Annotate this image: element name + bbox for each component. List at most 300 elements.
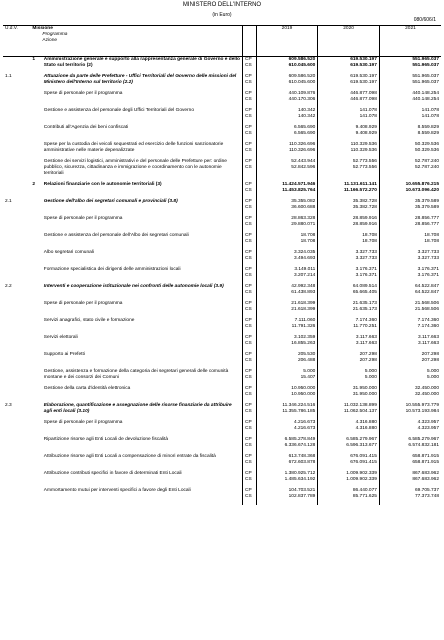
value-cell-year-1 bbox=[256, 284, 318, 296]
cp-value: 42.992.348 bbox=[291, 284, 316, 289]
missione-number bbox=[30, 403, 41, 415]
cp-label: CP bbox=[245, 142, 252, 147]
value-cell-year-3 bbox=[379, 437, 441, 449]
udv-code bbox=[3, 250, 30, 262]
missione-number bbox=[30, 233, 41, 245]
cp-value: 613.748.368 bbox=[288, 454, 316, 459]
row-description: Spese per la custodia dei veicoli sequestrati ed esercizio delle funzioni sanzionatorie amministrative nelle materie depenalizzate bbox=[43, 142, 224, 153]
row-description: Ammortamento mutui per interventi specifici a favore degli Enti Locali bbox=[43, 488, 191, 493]
cs-label: CS bbox=[245, 80, 252, 85]
cs-label: CS bbox=[245, 273, 252, 278]
cp-cs-label bbox=[243, 301, 257, 313]
cs-label: CS bbox=[245, 239, 252, 244]
missione-number bbox=[30, 454, 41, 466]
row-description: Gestione e assistenza del personale dell'Albo dei segretari comunali bbox=[43, 233, 189, 238]
missione-number bbox=[30, 335, 41, 347]
row-description: Spese di personale per il programma bbox=[43, 91, 123, 96]
udv-code bbox=[3, 454, 30, 466]
value-cell-year-3 bbox=[379, 57, 441, 70]
udv-code bbox=[3, 159, 30, 177]
cp-value: 64.089.514 bbox=[352, 284, 377, 289]
value-cell-year-3 bbox=[379, 233, 441, 245]
value-cell-year-2 bbox=[318, 318, 380, 330]
cs-value: 3.327.733 bbox=[417, 256, 439, 261]
cp-label: CP bbox=[245, 57, 252, 62]
table-row bbox=[3, 488, 441, 500]
cs-value: 6.336.674.128 bbox=[284, 443, 316, 448]
missione-number bbox=[30, 142, 41, 154]
cp-label: CP bbox=[245, 74, 252, 79]
value-cell-year-2 bbox=[318, 437, 380, 449]
table-row bbox=[3, 233, 441, 245]
cp-value: 3.102.359 bbox=[293, 335, 316, 340]
cs-value: 52.787.240 bbox=[414, 165, 439, 170]
cs-label: CS bbox=[245, 114, 252, 119]
cs-value: 110.329.536 bbox=[350, 148, 377, 153]
cp-cs-label bbox=[243, 318, 257, 330]
udv-code: 2.3 bbox=[5, 403, 12, 408]
row-description: Formazione specialistica dei dirigenti delle amministrazioni locali bbox=[43, 267, 181, 272]
cs-value: 619.530.197 bbox=[350, 80, 377, 85]
col-header-year-1: 2019 bbox=[256, 26, 318, 57]
cs-value: 16.855.263 bbox=[291, 341, 316, 346]
cp-value: 3.149.011 bbox=[294, 267, 316, 272]
value-cell-year-2 bbox=[318, 142, 380, 154]
table-row bbox=[3, 403, 441, 415]
udv-code bbox=[3, 301, 30, 313]
cp-value: 86.440.077 bbox=[352, 488, 377, 493]
cs-value: 10.573.193.984 bbox=[405, 409, 439, 414]
cp-value: 18.708 bbox=[362, 233, 377, 238]
col-header-year-3: 2021 bbox=[379, 26, 441, 57]
cp-value: 52.773.556 bbox=[352, 159, 377, 164]
cs-value: 7.174.360 bbox=[417, 324, 439, 329]
udv-code bbox=[3, 488, 30, 500]
cp-label: CP bbox=[245, 454, 252, 459]
cp-value: 6.565.690 bbox=[293, 125, 316, 130]
budget-table bbox=[3, 25, 441, 505]
cs-value: 36.600.688 bbox=[291, 205, 316, 210]
cp-value: 50.329.536 bbox=[414, 142, 439, 147]
cs-value: 6.565.690 bbox=[293, 131, 316, 136]
cs-value: 610.045.600 bbox=[288, 63, 316, 68]
missione-number bbox=[30, 352, 41, 364]
row-description: Supporto ai Prefetti bbox=[43, 352, 85, 357]
cp-value: 6.585.278.849 bbox=[284, 437, 316, 442]
cp-value: 28.859.916 bbox=[352, 216, 377, 221]
cs-label: CS bbox=[245, 307, 252, 312]
cp-cs-label bbox=[243, 284, 257, 296]
table-row bbox=[3, 437, 441, 449]
cp-value: 21.618.399 bbox=[291, 301, 316, 306]
cp-label: CP bbox=[245, 108, 252, 113]
cp-label: CP bbox=[245, 91, 252, 96]
cs-label: CS bbox=[245, 375, 252, 380]
cp-value: 9.408.929 bbox=[355, 125, 377, 130]
cs-label: CS bbox=[245, 426, 252, 431]
missione-number: 1 bbox=[32, 57, 36, 62]
table-row bbox=[3, 471, 441, 483]
cp-value: 440.109.876 bbox=[288, 91, 316, 96]
value-cell-year-2 bbox=[318, 471, 380, 483]
cs-value: 141.078 bbox=[421, 114, 439, 119]
udv-code bbox=[3, 233, 30, 245]
cp-label: CP bbox=[245, 125, 252, 130]
table-row bbox=[3, 284, 441, 296]
cp-cs-label bbox=[243, 125, 257, 137]
cs-value: 85.771.625 bbox=[352, 494, 377, 499]
table-row bbox=[3, 142, 441, 154]
cs-value: 29.880.071 bbox=[291, 222, 316, 227]
cp-cs-label bbox=[243, 437, 257, 449]
missione-number bbox=[30, 369, 41, 381]
value-cell-year-3 bbox=[379, 216, 441, 228]
cs-value: 5.000 bbox=[426, 375, 439, 380]
value-cell-year-2 bbox=[318, 91, 380, 103]
cp-value: 207.298 bbox=[421, 352, 439, 357]
cp-label: CP bbox=[245, 284, 252, 289]
cs-value: 18.708 bbox=[300, 239, 316, 244]
cp-value: 110.326.696 bbox=[288, 142, 316, 147]
cs-value: 140.342 bbox=[297, 114, 316, 119]
cs-value: 1.009.902.339 bbox=[346, 477, 377, 482]
cp-cs-label bbox=[243, 369, 257, 381]
value-cell-year-2 bbox=[318, 386, 380, 398]
cs-value: 3.494.693 bbox=[293, 256, 316, 261]
value-cell-year-3 bbox=[379, 301, 441, 313]
value-cell-year-1 bbox=[256, 471, 318, 483]
missione-number bbox=[30, 74, 41, 86]
cs-value: 3.207.214 bbox=[293, 273, 316, 278]
value-cell-year-3 bbox=[379, 488, 441, 500]
cp-label: CP bbox=[245, 386, 252, 391]
cs-value: 3.117.663 bbox=[355, 341, 377, 346]
udv-code bbox=[3, 267, 30, 279]
table-row bbox=[3, 182, 441, 194]
udv-code bbox=[3, 142, 30, 154]
cs-label: CS bbox=[245, 341, 252, 346]
value-cell-year-1 bbox=[256, 250, 318, 262]
value-cell-year-1 bbox=[256, 420, 318, 432]
row-description: Gestione della carta d'identità elettronica bbox=[43, 386, 131, 391]
row-spacer bbox=[3, 500, 441, 505]
cs-value: 3.327.733 bbox=[355, 256, 377, 261]
cs-value: 672.603.878 bbox=[288, 460, 316, 465]
cs-value: 206.488 bbox=[297, 358, 316, 363]
table-body bbox=[3, 57, 441, 506]
table-row bbox=[3, 125, 441, 137]
row-description: Gestione, assistenza e formazione della categoria dei segretari generali delle comunità montane e dei consorzi dei Comuni bbox=[43, 369, 229, 380]
cp-value: 5.000 bbox=[303, 369, 316, 374]
value-cell-year-2 bbox=[318, 159, 380, 177]
table-row bbox=[3, 199, 441, 211]
cp-value: 7.174.360 bbox=[355, 318, 377, 323]
row-description: Gestione dell'albo dei segretari comunali e provinciali (3.8) bbox=[43, 199, 178, 204]
table-row bbox=[3, 267, 441, 279]
cs-value: 440.170.306 bbox=[288, 97, 316, 102]
cs-value: 9.408.929 bbox=[355, 131, 377, 136]
value-cell-year-3 bbox=[379, 369, 441, 381]
table-row bbox=[3, 250, 441, 262]
value-cell-year-1 bbox=[256, 403, 318, 415]
cp-value: 7.174.360 bbox=[417, 318, 439, 323]
cs-label: CS bbox=[245, 63, 252, 68]
cp-value: 658.871.915 bbox=[412, 454, 439, 459]
cs-value: 18.708 bbox=[424, 239, 439, 244]
cp-value: 28.863.328 bbox=[291, 216, 316, 221]
table-row bbox=[3, 369, 441, 381]
cp-value: 619.530.197 bbox=[350, 74, 377, 79]
cs-value: 3.176.371 bbox=[355, 273, 377, 278]
cs-value: 31.950.000 bbox=[352, 392, 377, 397]
udv-code bbox=[3, 437, 30, 449]
cp-value: 3.176.371 bbox=[355, 267, 377, 272]
cp-value: 140.342 bbox=[297, 108, 316, 113]
value-cell-year-1 bbox=[256, 318, 318, 330]
cs-label: CS bbox=[245, 188, 252, 193]
udv-code bbox=[3, 216, 30, 228]
cp-cs-label bbox=[243, 74, 257, 86]
missione-label: Missione bbox=[32, 26, 53, 31]
cs-value: 50.329.536 bbox=[414, 148, 439, 153]
cs-value: 11.355.786.185 bbox=[282, 409, 316, 414]
missione-number bbox=[30, 216, 41, 228]
value-cell-year-2 bbox=[318, 454, 380, 466]
cs-value: 77.373.748 bbox=[414, 494, 439, 499]
cp-value: 676.091.415 bbox=[350, 454, 377, 459]
cs-value: 5.000 bbox=[364, 375, 377, 380]
cp-value: 18.708 bbox=[300, 233, 316, 238]
cs-value: 21.635.173 bbox=[352, 307, 377, 312]
cs-value: 141.078 bbox=[359, 114, 377, 119]
cp-label: CP bbox=[245, 182, 252, 187]
cs-label: CS bbox=[245, 460, 252, 465]
cp-value: 551.965.037 bbox=[412, 57, 439, 62]
value-cell-year-3 bbox=[379, 403, 441, 415]
udv-code bbox=[3, 335, 30, 347]
table-row bbox=[3, 318, 441, 330]
row-description: Gestione e assistenza del personale degli Uffici Territoriali del Governo bbox=[43, 108, 194, 113]
cs-value: 610.045.600 bbox=[288, 80, 316, 85]
value-cell-year-2 bbox=[318, 488, 380, 500]
value-cell-year-3 bbox=[379, 267, 441, 279]
value-cell-year-3 bbox=[379, 142, 441, 154]
value-cell-year-3 bbox=[379, 352, 441, 364]
udv-code: 2.2 bbox=[5, 284, 12, 289]
value-cell-year-2 bbox=[318, 199, 380, 211]
value-cell-year-1 bbox=[256, 267, 318, 279]
cp-value: 64.522.847 bbox=[414, 284, 439, 289]
value-cell-year-3 bbox=[379, 250, 441, 262]
cs-value: 18.708 bbox=[362, 239, 377, 244]
cs-value: 11.062.504.137 bbox=[343, 409, 377, 414]
value-cell-year-2 bbox=[318, 403, 380, 415]
cp-value: 8.559.829 bbox=[417, 125, 439, 130]
value-cell-year-1 bbox=[256, 182, 318, 194]
cp-cs-label bbox=[243, 335, 257, 347]
table-row bbox=[3, 352, 441, 364]
value-cell-year-1 bbox=[256, 74, 318, 86]
cs-value: 28.856.777 bbox=[414, 222, 439, 227]
cp-value: 35.382.728 bbox=[352, 199, 377, 204]
table-row bbox=[3, 454, 441, 466]
udv-code bbox=[3, 57, 30, 70]
missione-number bbox=[30, 301, 41, 313]
value-cell-year-1 bbox=[256, 335, 318, 347]
cp-cs-label bbox=[243, 267, 257, 279]
ministry-title: MINISTERO DELL'INTERNO bbox=[182, 2, 262, 8]
missione-number bbox=[30, 437, 41, 449]
cp-value: 11.346.224.516 bbox=[282, 403, 316, 408]
table-row bbox=[3, 74, 441, 86]
value-cell-year-1 bbox=[256, 369, 318, 381]
missione-number bbox=[30, 488, 41, 500]
cp-value: 619.530.197 bbox=[350, 57, 377, 62]
udv-code bbox=[3, 369, 30, 381]
cp-label: CP bbox=[245, 352, 252, 357]
udv-code bbox=[3, 182, 30, 194]
value-cell-year-2 bbox=[318, 216, 380, 228]
cp-label: CP bbox=[245, 488, 252, 493]
cp-label: CP bbox=[245, 403, 252, 408]
table-row bbox=[3, 420, 441, 432]
cp-label: CP bbox=[245, 335, 252, 340]
value-cell-year-2 bbox=[318, 233, 380, 245]
value-cell-year-1 bbox=[256, 454, 318, 466]
value-cell-year-1 bbox=[256, 352, 318, 364]
value-cell-year-2 bbox=[318, 301, 380, 313]
row-description: Gestione dei servizi logistici, amministrativi e del personale delle Prefetture per: ordine pubblico, sicurezza, cittadinanza e immigrazione e coordinamento con le autonomie territoriali bbox=[43, 159, 227, 176]
cs-value: 446.877.098 bbox=[350, 97, 377, 102]
cs-label: CS bbox=[245, 494, 252, 499]
cs-value: 619.530.197 bbox=[350, 63, 377, 68]
row-description: Attribuzione risorse agli Enti Locali a compensazione di minori entrate da fiscalità bbox=[43, 454, 216, 459]
document-code: 080/606/1 bbox=[413, 17, 436, 23]
cs-value: 10.673.096.420 bbox=[405, 188, 439, 193]
cs-value: 65.665.405 bbox=[352, 290, 377, 295]
value-cell-year-3 bbox=[379, 284, 441, 296]
cp-cs-label bbox=[243, 488, 257, 500]
cp-value: 31.950.000 bbox=[352, 386, 377, 391]
missione-number bbox=[30, 420, 41, 432]
cp-value: 3.117.663 bbox=[355, 335, 377, 340]
value-cell-year-1 bbox=[256, 159, 318, 177]
table-row bbox=[3, 301, 441, 313]
udv-code bbox=[3, 352, 30, 364]
value-cell-year-2 bbox=[318, 420, 380, 432]
cp-value: 4.323.957 bbox=[417, 420, 439, 425]
cp-value: 11.131.611.141 bbox=[344, 182, 377, 187]
cp-label: CP bbox=[245, 250, 252, 255]
cp-value: 6.585.279.967 bbox=[408, 437, 439, 442]
cp-value: 3.176.371 bbox=[417, 267, 439, 272]
cp-value: 10.655.876.215 bbox=[405, 182, 439, 187]
cp-label: CP bbox=[245, 267, 252, 272]
cs-value: 32.450.000 bbox=[414, 392, 439, 397]
cs-value: 102.837.789 bbox=[288, 494, 316, 499]
cs-value: 658.871.915 bbox=[412, 460, 439, 465]
value-cell-year-3 bbox=[379, 125, 441, 137]
cs-label: CS bbox=[245, 222, 252, 227]
value-cell-year-1 bbox=[256, 301, 318, 313]
cp-value: 32.450.000 bbox=[414, 386, 439, 391]
cp-cs-label bbox=[243, 142, 257, 154]
value-cell-year-1 bbox=[256, 488, 318, 500]
cs-value: 676.091.415 bbox=[350, 460, 377, 465]
cp-cs-label bbox=[243, 182, 257, 194]
cp-label: CP bbox=[245, 233, 252, 238]
cp-value: 11.424.571.946 bbox=[282, 182, 316, 187]
cs-value: 15.407 bbox=[300, 375, 316, 380]
cs-label: CS bbox=[245, 324, 252, 329]
cp-value: 52.443.944 bbox=[291, 159, 316, 164]
row-description: Attribuzione contributi specifici in favore di determinati Enti Locali bbox=[43, 471, 182, 476]
cs-value: 28.859.916 bbox=[352, 222, 377, 227]
table-row bbox=[3, 159, 441, 177]
cp-value: 5.000 bbox=[426, 369, 439, 374]
table-header-row bbox=[3, 26, 441, 57]
cp-cs-label bbox=[243, 216, 257, 228]
row-description: Elaborazione, quantificazione e assegnazione delle risorse finanziarie da attribuire agli enti locali (3.10) bbox=[43, 403, 232, 414]
cs-value: 10.950.000 bbox=[291, 392, 316, 397]
cp-cs-label bbox=[243, 57, 257, 70]
cp-value: 3.324.035 bbox=[293, 250, 316, 255]
udv-code: 1.1 bbox=[5, 74, 12, 79]
cs-label: CS bbox=[245, 392, 252, 397]
cp-value: 21.568.506 bbox=[414, 301, 439, 306]
cp-cs-label bbox=[243, 352, 257, 364]
missione-number bbox=[30, 471, 41, 483]
missione-number bbox=[30, 284, 41, 296]
value-cell-year-3 bbox=[379, 182, 441, 194]
missione-number bbox=[30, 199, 41, 211]
cs-value: 440.148.254 bbox=[412, 97, 439, 102]
table-row bbox=[3, 91, 441, 103]
cp-label: CP bbox=[245, 318, 252, 323]
cs-value: 867.683.962 bbox=[412, 477, 439, 482]
cs-value: 4.216.673 bbox=[293, 426, 316, 431]
cp-value: 3.327.733 bbox=[355, 250, 377, 255]
cp-value: 28.856.777 bbox=[414, 216, 439, 221]
row-description: Relazioni finanziarie con le autonomie territoriali (3) bbox=[43, 182, 162, 187]
row-description: Spese di personale per il programma bbox=[43, 301, 123, 306]
cp-cs-label bbox=[243, 403, 257, 415]
missione-number bbox=[30, 108, 41, 120]
cp-value: 440.148.254 bbox=[412, 91, 439, 96]
cp-value: 551.965.037 bbox=[412, 74, 439, 79]
value-cell-year-2 bbox=[318, 182, 380, 194]
value-cell-year-1 bbox=[256, 216, 318, 228]
value-cell-year-3 bbox=[379, 159, 441, 177]
value-cell-year-2 bbox=[318, 125, 380, 137]
cp-cs-label bbox=[243, 108, 257, 120]
cs-value: 35.382.728 bbox=[352, 205, 377, 210]
cp-cs-label bbox=[243, 420, 257, 432]
cs-label: CS bbox=[245, 358, 252, 363]
cp-cs-label bbox=[243, 471, 257, 483]
missione-number bbox=[30, 250, 41, 262]
col-header-type bbox=[243, 26, 257, 57]
cp-value: 10.950.000 bbox=[291, 386, 316, 391]
value-cell-year-2 bbox=[318, 284, 380, 296]
row-description: Albo segretari comunali bbox=[43, 250, 94, 255]
row-description: Attuazione da parte delle Prefetture - Uffici Territoriali del Governo delle missioni del Ministero dell'Interno sul territorio (2.2) bbox=[43, 74, 237, 85]
row-description: Servizi anagrafici, stato civile e formazione bbox=[43, 318, 135, 323]
table-row bbox=[3, 216, 441, 228]
cs-value: 207.298 bbox=[359, 358, 377, 363]
cp-cs-label bbox=[243, 233, 257, 245]
cp-label: CP bbox=[245, 301, 252, 306]
